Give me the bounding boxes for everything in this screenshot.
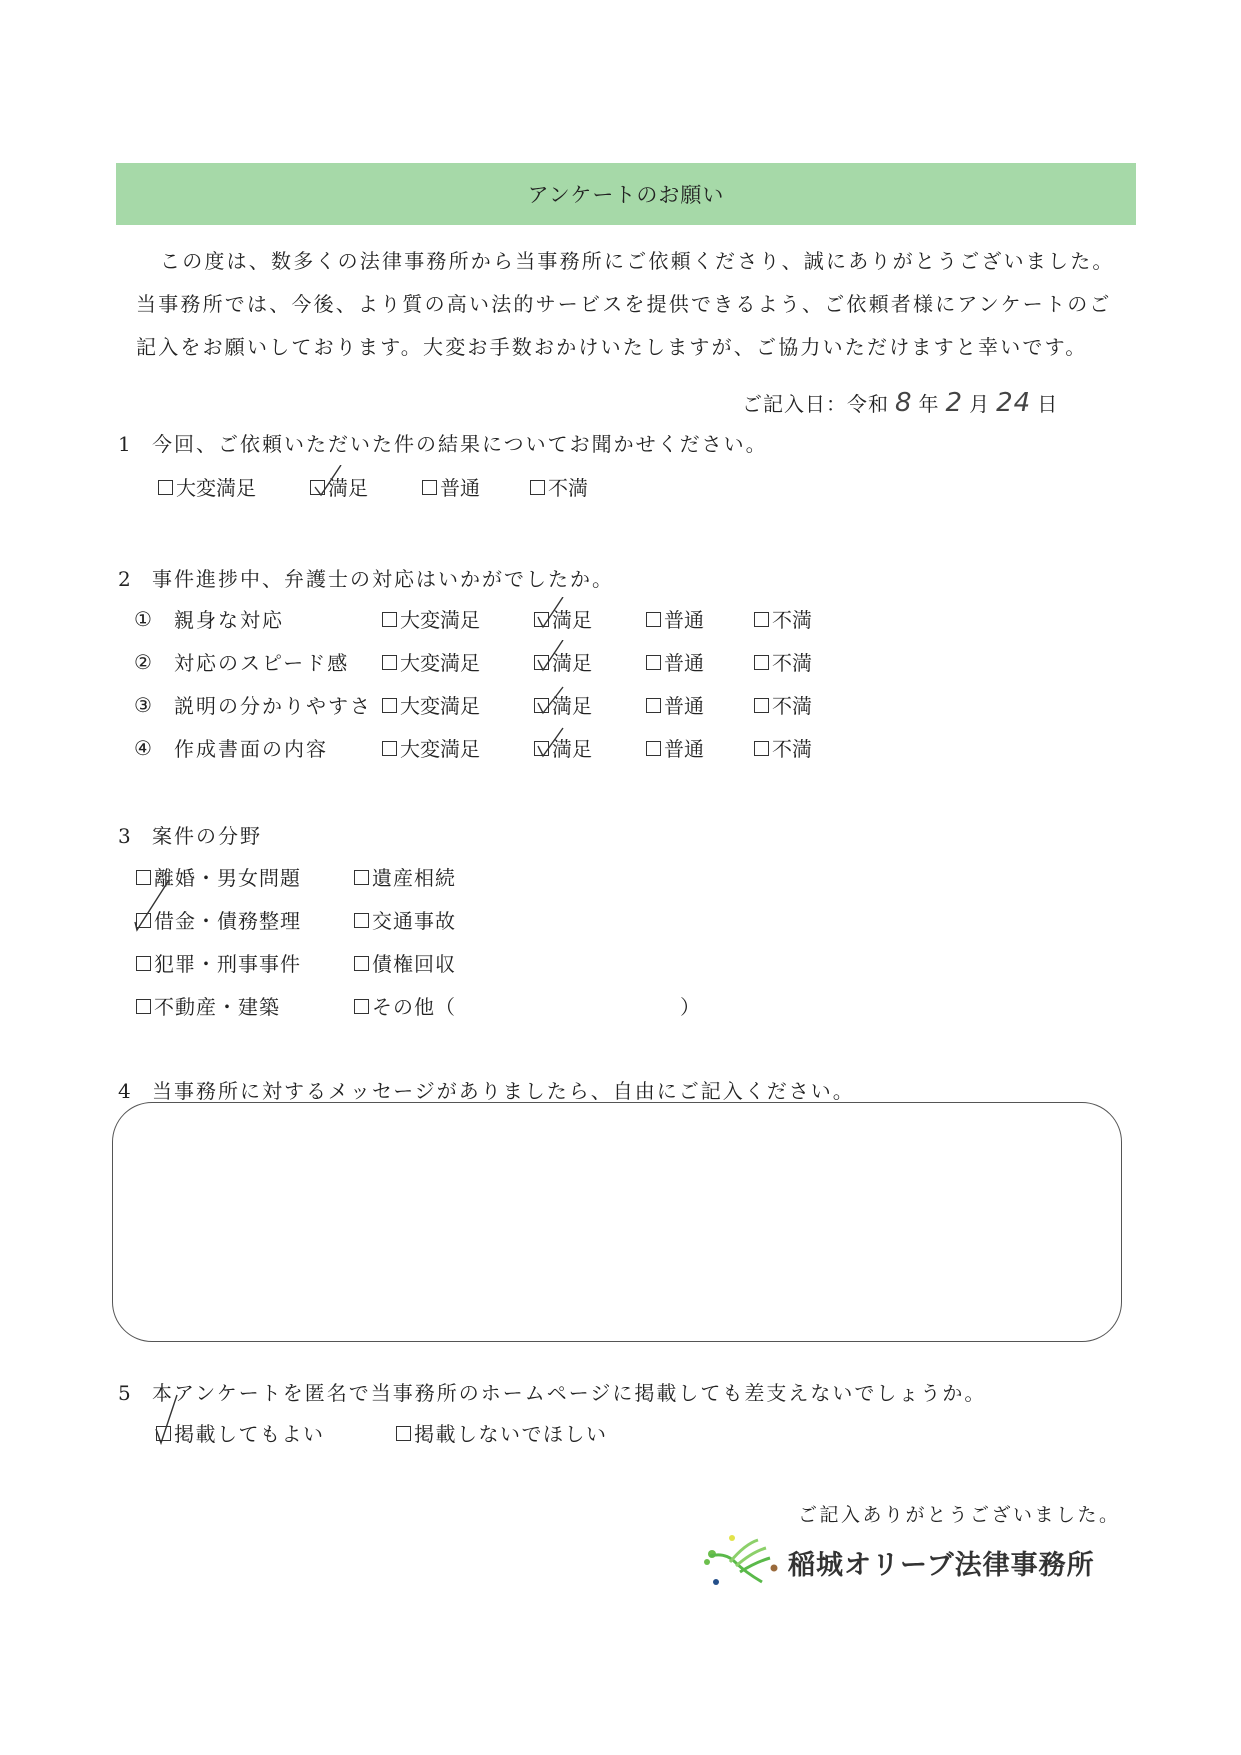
option-label: 満足: [552, 608, 592, 632]
option-dissatisfied[interactable]: [754, 647, 812, 676]
q1-option-dissatisfied[interactable]: [530, 472, 588, 501]
page-title: アンケートのお願い: [527, 183, 725, 207]
intro-line-2: 当事務所では、今後、より質の高い法的サービスを提供できるよう、ご依頼者様にアンケートのご: [136, 292, 1112, 316]
question-text: 本アンケートを匿名で当事務所のホームページに掲載しても差支えないでしょうか。: [152, 1381, 987, 1405]
question-1: [118, 428, 768, 457]
option-label: 交通事故: [372, 909, 456, 933]
date-label: ご記入日：令和: [742, 392, 889, 416]
category-inheritance[interactable]: [354, 862, 456, 891]
checkbox[interactable]: [422, 480, 437, 495]
option-satisfied[interactable]: [534, 647, 646, 676]
checkbox[interactable]: [754, 741, 769, 756]
question-number: 1: [118, 432, 133, 456]
row-marker: ②: [134, 649, 152, 674]
option-label: 普通: [664, 737, 704, 761]
question-text: 当事務所に対するメッセージがありましたら、自由にご記入ください。: [152, 1079, 855, 1103]
checkbox[interactable]: [158, 480, 173, 495]
option-label: 大変満足: [176, 476, 256, 500]
option-label: 不満: [772, 737, 812, 761]
checkbox[interactable]: [136, 870, 151, 885]
option-label: 不満: [548, 476, 588, 500]
option-allow-publish[interactable]: [156, 1418, 396, 1447]
option-satisfied[interactable]: [534, 604, 646, 633]
message-textarea[interactable]: [112, 1102, 1122, 1342]
q2-row-1: [134, 604, 812, 633]
option-label: 大変満足: [400, 694, 480, 718]
category-real-estate[interactable]: [136, 991, 280, 1020]
date-day-field[interactable]: 24: [996, 388, 1032, 418]
question-5: [118, 1377, 986, 1406]
question-2: [118, 563, 614, 592]
option-dissatisfied[interactable]: [754, 604, 812, 633]
checkbox-checked[interactable]: [310, 480, 325, 495]
checkbox[interactable]: [646, 655, 661, 670]
option-label: 借金・債務整理: [154, 909, 301, 933]
q2-row-4: [134, 733, 812, 762]
question-text: 事件進捗中、弁護士の対応はいかがでしたか。: [152, 567, 614, 591]
question-text: 案件の分野: [152, 824, 262, 848]
row-label: 説明の分かりやすさ: [174, 694, 372, 718]
checkbox[interactable]: [382, 698, 397, 713]
option-label: 満足: [552, 694, 592, 718]
row-label: 親身な対応: [174, 608, 284, 632]
checkbox-checked[interactable]: [534, 612, 549, 627]
row-marker: ①: [134, 606, 152, 631]
category-divorce[interactable]: [136, 862, 301, 891]
option-satisfied[interactable]: [534, 733, 646, 762]
firm-logo: [700, 1532, 1095, 1592]
checkbox[interactable]: [382, 612, 397, 627]
date-year-field[interactable]: 8: [895, 388, 913, 418]
question-3: [118, 820, 262, 849]
paren: ）: [680, 995, 701, 1019]
q1-option-satisfied[interactable]: [310, 472, 422, 501]
row-label: 対応のスピード感: [174, 651, 350, 675]
option-label: 満足: [328, 476, 368, 500]
option-label: 普通: [664, 694, 704, 718]
checkbox-checked[interactable]: [136, 913, 151, 928]
checkbox[interactable]: [646, 612, 661, 627]
category-criminal[interactable]: [136, 948, 301, 977]
row-label: 作成書面の内容: [174, 737, 328, 761]
checkbox[interactable]: [530, 480, 545, 495]
q1-options: [158, 472, 588, 501]
option-label: 大変満足: [400, 737, 480, 761]
category-debt-collection[interactable]: [354, 948, 456, 977]
option-label: 普通: [664, 651, 704, 675]
checkbox[interactable]: [136, 999, 151, 1014]
checkbox[interactable]: [754, 612, 769, 627]
option-label: 普通: [440, 476, 480, 500]
category-other[interactable]: [354, 991, 456, 1020]
intro-line-1: この度は、数多くの法律事務所から当事務所にご依頼くださり、誠にありがとうございました。: [160, 249, 1115, 273]
q1-option-very-satisfied[interactable]: [158, 472, 310, 501]
checkbox-checked[interactable]: [534, 655, 549, 670]
intro-line-3: 記入をお願いしております。大変お手数おかけいたしますが、ご協力いただけますと幸いです。: [136, 335, 1088, 359]
question-number: 5: [118, 1381, 133, 1405]
option-very-satisfied[interactable]: [382, 690, 534, 719]
option-satisfied[interactable]: [534, 690, 646, 719]
option-label: 離婚・男女問題: [154, 866, 301, 890]
option-label: 犯罪・刑事事件: [154, 952, 301, 976]
option-deny-publish[interactable]: [396, 1418, 608, 1447]
option-dissatisfied[interactable]: [754, 733, 812, 762]
option-label: 掲載してもよい: [174, 1422, 325, 1446]
option-label: 大変満足: [400, 651, 480, 675]
checkbox-checked[interactable]: [156, 1426, 171, 1441]
option-label: 不満: [772, 694, 812, 718]
checkbox-checked[interactable]: [534, 741, 549, 756]
checkbox[interactable]: [136, 956, 151, 971]
option-very-satisfied[interactable]: [382, 733, 534, 762]
day-unit: 日: [1037, 392, 1059, 416]
q2-row-3: [134, 690, 812, 719]
q2-row-2: [134, 647, 812, 676]
checkbox[interactable]: [382, 655, 397, 670]
checkbox[interactable]: [382, 741, 397, 756]
option-normal[interactable]: [646, 604, 754, 633]
q1-option-normal[interactable]: [422, 472, 530, 501]
option-label: 遺産相続: [372, 866, 456, 890]
checkbox[interactable]: [646, 698, 661, 713]
thanks-message: ご記入ありがとうございました。: [798, 1504, 1121, 1526]
checkbox[interactable]: [354, 870, 369, 885]
checkbox[interactable]: [354, 999, 369, 1014]
row-marker: ④: [134, 735, 152, 760]
option-very-satisfied[interactable]: [382, 647, 534, 676]
option-dissatisfied[interactable]: [754, 690, 812, 719]
category-traffic-accident[interactable]: [354, 905, 456, 934]
checkbox[interactable]: [646, 741, 661, 756]
q5-options: [156, 1418, 608, 1447]
checkbox[interactable]: [396, 1426, 411, 1441]
row-marker: ③: [134, 692, 152, 717]
firm-name: 稲城オリーブ法律事務所: [788, 1549, 1095, 1581]
category-debt[interactable]: [136, 905, 301, 934]
question-number: 3: [118, 824, 133, 848]
option-label: 満足: [552, 651, 592, 675]
month-unit: 月: [969, 392, 991, 416]
question-4: [118, 1075, 855, 1104]
option-label: その他（: [372, 995, 456, 1019]
question-text: 今回、ご依頼いただいた件の結果についてお聞かせください。: [152, 432, 768, 456]
title-banner: [116, 163, 1136, 225]
checkbox[interactable]: [754, 655, 769, 670]
option-normal[interactable]: [646, 690, 754, 719]
checkbox[interactable]: [354, 956, 369, 971]
option-normal[interactable]: [646, 647, 754, 676]
option-very-satisfied[interactable]: [382, 604, 534, 633]
option-normal[interactable]: [646, 733, 754, 762]
option-label: 掲載しないでほしい: [414, 1422, 608, 1446]
question-number: 4: [118, 1079, 133, 1103]
option-label: 普通: [664, 608, 704, 632]
intro-text: [136, 240, 1136, 369]
date-month-field[interactable]: 2: [945, 388, 964, 418]
entry-date: [742, 388, 1058, 418]
option-label: 不満: [772, 608, 812, 632]
option-label: 不満: [772, 651, 812, 675]
option-label: 満足: [552, 737, 592, 761]
option-label: 債権回収: [372, 952, 456, 976]
other-close-paren: [680, 991, 701, 1020]
year-unit: 年: [918, 392, 940, 416]
checkbox[interactable]: [354, 913, 369, 928]
option-label: 不動産・建築: [154, 995, 280, 1019]
option-label: 大変満足: [400, 608, 480, 632]
olive-dove-icon: [700, 1532, 780, 1592]
question-number: 2: [118, 567, 133, 591]
checkbox-checked[interactable]: [534, 698, 549, 713]
checkbox[interactable]: [754, 698, 769, 713]
